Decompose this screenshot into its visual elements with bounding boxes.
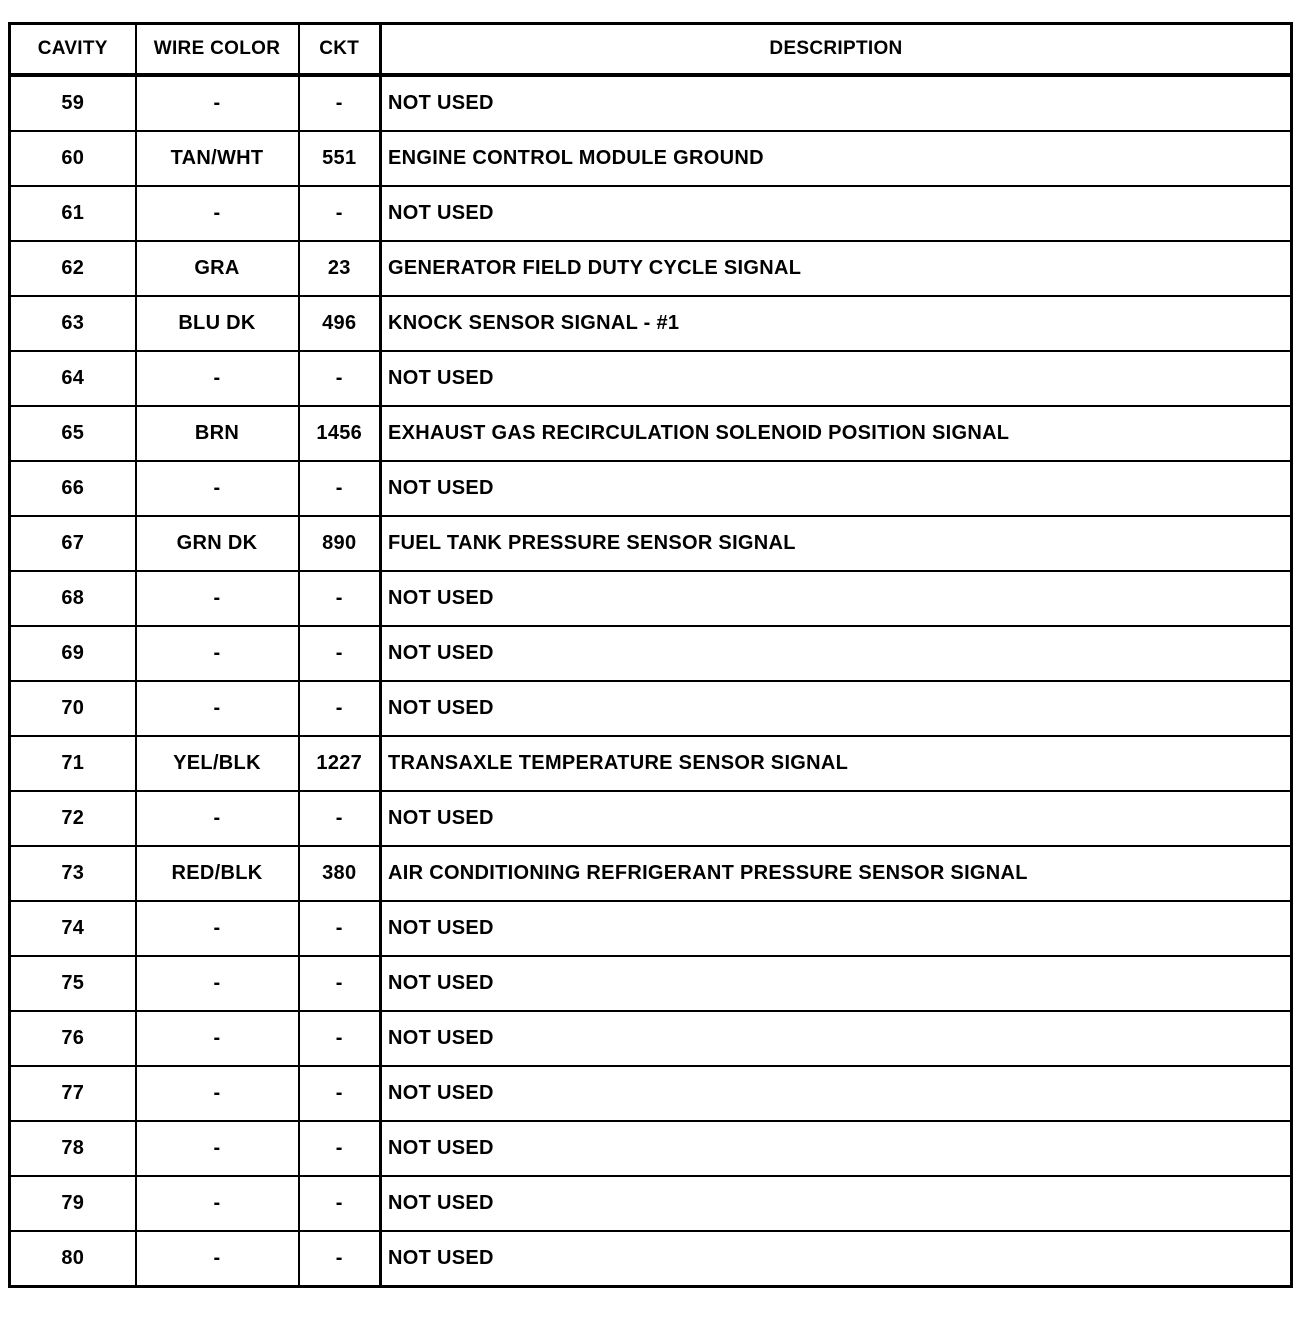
cell-description: FUEL TANK PRESSURE SENSOR SIGNAL bbox=[381, 516, 1292, 571]
cell-description: NOT USED bbox=[381, 1121, 1292, 1176]
cell-wire-color: - bbox=[136, 956, 299, 1011]
cell-ckt: - bbox=[299, 1121, 381, 1176]
cell-ckt: - bbox=[299, 571, 381, 626]
cell-cavity: 71 bbox=[10, 736, 136, 791]
table-row bbox=[10, 571, 1292, 626]
cell-cavity: 62 bbox=[10, 241, 136, 296]
cell-ckt: - bbox=[299, 956, 381, 1011]
cell-cavity: 67 bbox=[10, 516, 136, 571]
cell-description: NOT USED bbox=[381, 1231, 1292, 1287]
cell-description: NOT USED bbox=[381, 571, 1292, 626]
cell-description: GENERATOR FIELD DUTY CYCLE SIGNAL bbox=[381, 241, 1292, 296]
cell-wire-color: - bbox=[136, 681, 299, 736]
cell-description: KNOCK SENSOR SIGNAL - #1 bbox=[381, 296, 1292, 351]
table-row bbox=[10, 1011, 1292, 1066]
table-row bbox=[10, 1231, 1292, 1287]
cell-wire-color: - bbox=[136, 1011, 299, 1066]
cell-cavity: 78 bbox=[10, 1121, 136, 1176]
cell-cavity: 66 bbox=[10, 461, 136, 516]
cell-description: NOT USED bbox=[381, 956, 1292, 1011]
cell-cavity: 80 bbox=[10, 1231, 136, 1287]
cell-wire-color: GRA bbox=[136, 241, 299, 296]
table-row bbox=[10, 1121, 1292, 1176]
cell-cavity: 72 bbox=[10, 791, 136, 846]
cell-description: NOT USED bbox=[381, 75, 1292, 131]
cell-description: EXHAUST GAS RECIRCULATION SOLENOID POSITION SIGNAL bbox=[381, 406, 1292, 461]
cell-cavity: 70 bbox=[10, 681, 136, 736]
cell-wire-color: RED/BLK bbox=[136, 846, 299, 901]
cell-wire-color: - bbox=[136, 461, 299, 516]
cell-description: NOT USED bbox=[381, 681, 1292, 736]
cell-cavity: 74 bbox=[10, 901, 136, 956]
cell-ckt: - bbox=[299, 626, 381, 681]
cell-cavity: 69 bbox=[10, 626, 136, 681]
cell-ckt: 23 bbox=[299, 241, 381, 296]
cell-cavity: 63 bbox=[10, 296, 136, 351]
cell-ckt: - bbox=[299, 1066, 381, 1121]
table-row bbox=[10, 626, 1292, 681]
cell-description: NOT USED bbox=[381, 1011, 1292, 1066]
cell-ckt: 1456 bbox=[299, 406, 381, 461]
table-row bbox=[10, 406, 1292, 461]
cell-ckt: 496 bbox=[299, 296, 381, 351]
cell-ckt: - bbox=[299, 901, 381, 956]
cell-cavity: 64 bbox=[10, 351, 136, 406]
cell-description: ENGINE CONTROL MODULE GROUND bbox=[381, 131, 1292, 186]
table-row bbox=[10, 1176, 1292, 1231]
cell-description: NOT USED bbox=[381, 1066, 1292, 1121]
cell-wire-color: - bbox=[136, 791, 299, 846]
cell-ckt: - bbox=[299, 461, 381, 516]
table-row bbox=[10, 846, 1292, 901]
cell-description: NOT USED bbox=[381, 461, 1292, 516]
cell-ckt: - bbox=[299, 1231, 381, 1287]
header-ckt: CKT bbox=[299, 24, 381, 76]
cell-ckt: - bbox=[299, 75, 381, 131]
cell-ckt: - bbox=[299, 1176, 381, 1231]
cell-description: NOT USED bbox=[381, 901, 1292, 956]
cell-ckt: 380 bbox=[299, 846, 381, 901]
table-row bbox=[10, 901, 1292, 956]
cell-cavity: 76 bbox=[10, 1011, 136, 1066]
cell-ckt: - bbox=[299, 681, 381, 736]
cell-wire-color: GRN DK bbox=[136, 516, 299, 571]
header-description: DESCRIPTION bbox=[381, 24, 1292, 76]
cell-description: NOT USED bbox=[381, 186, 1292, 241]
cell-cavity: 68 bbox=[10, 571, 136, 626]
cell-description: AIR CONDITIONING REFRIGERANT PRESSURE SENSOR SIGNAL bbox=[381, 846, 1292, 901]
cell-wire-color: - bbox=[136, 1231, 299, 1287]
cell-ckt: - bbox=[299, 351, 381, 406]
table-body bbox=[10, 75, 1292, 1287]
table-row bbox=[10, 241, 1292, 296]
table-row bbox=[10, 516, 1292, 571]
cell-description: NOT USED bbox=[381, 626, 1292, 681]
cell-wire-color: - bbox=[136, 626, 299, 681]
cell-wire-color: - bbox=[136, 1121, 299, 1176]
cell-wire-color: - bbox=[136, 901, 299, 956]
cell-ckt: 890 bbox=[299, 516, 381, 571]
table-row bbox=[10, 736, 1292, 791]
table-row bbox=[10, 791, 1292, 846]
cell-wire-color: - bbox=[136, 75, 299, 131]
table-row bbox=[10, 296, 1292, 351]
table-row bbox=[10, 681, 1292, 736]
header-wire-color: WIRE COLOR bbox=[136, 24, 299, 76]
cell-description: NOT USED bbox=[381, 1176, 1292, 1231]
table-row bbox=[10, 186, 1292, 241]
cell-cavity: 59 bbox=[10, 75, 136, 131]
cell-cavity: 79 bbox=[10, 1176, 136, 1231]
cell-wire-color: BRN bbox=[136, 406, 299, 461]
table-row bbox=[10, 1066, 1292, 1121]
cell-cavity: 73 bbox=[10, 846, 136, 901]
cell-ckt: - bbox=[299, 1011, 381, 1066]
table-row bbox=[10, 956, 1292, 1011]
cell-wire-color: - bbox=[136, 571, 299, 626]
table-row bbox=[10, 75, 1292, 131]
cell-wire-color: TAN/WHT bbox=[136, 131, 299, 186]
cell-description: NOT USED bbox=[381, 791, 1292, 846]
table-row bbox=[10, 131, 1292, 186]
table-row bbox=[10, 351, 1292, 406]
header-cavity: CAVITY bbox=[10, 24, 136, 76]
table-header bbox=[10, 24, 1292, 76]
cell-wire-color: - bbox=[136, 186, 299, 241]
cell-wire-color: - bbox=[136, 1066, 299, 1121]
cell-wire-color: - bbox=[136, 351, 299, 406]
cell-ckt: 551 bbox=[299, 131, 381, 186]
cell-ckt: - bbox=[299, 186, 381, 241]
cell-wire-color: - bbox=[136, 1176, 299, 1231]
table-row bbox=[10, 461, 1292, 516]
cell-ckt: - bbox=[299, 791, 381, 846]
cell-cavity: 75 bbox=[10, 956, 136, 1011]
cell-wire-color: YEL/BLK bbox=[136, 736, 299, 791]
cell-cavity: 65 bbox=[10, 406, 136, 461]
cell-description: NOT USED bbox=[381, 351, 1292, 406]
cell-description: TRANSAXLE TEMPERATURE SENSOR SIGNAL bbox=[381, 736, 1292, 791]
connector-pinout-table bbox=[8, 22, 1293, 1288]
cell-cavity: 77 bbox=[10, 1066, 136, 1121]
cell-wire-color: BLU DK bbox=[136, 296, 299, 351]
cell-cavity: 60 bbox=[10, 131, 136, 186]
header-row bbox=[10, 24, 1292, 76]
cell-cavity: 61 bbox=[10, 186, 136, 241]
cell-ckt: 1227 bbox=[299, 736, 381, 791]
